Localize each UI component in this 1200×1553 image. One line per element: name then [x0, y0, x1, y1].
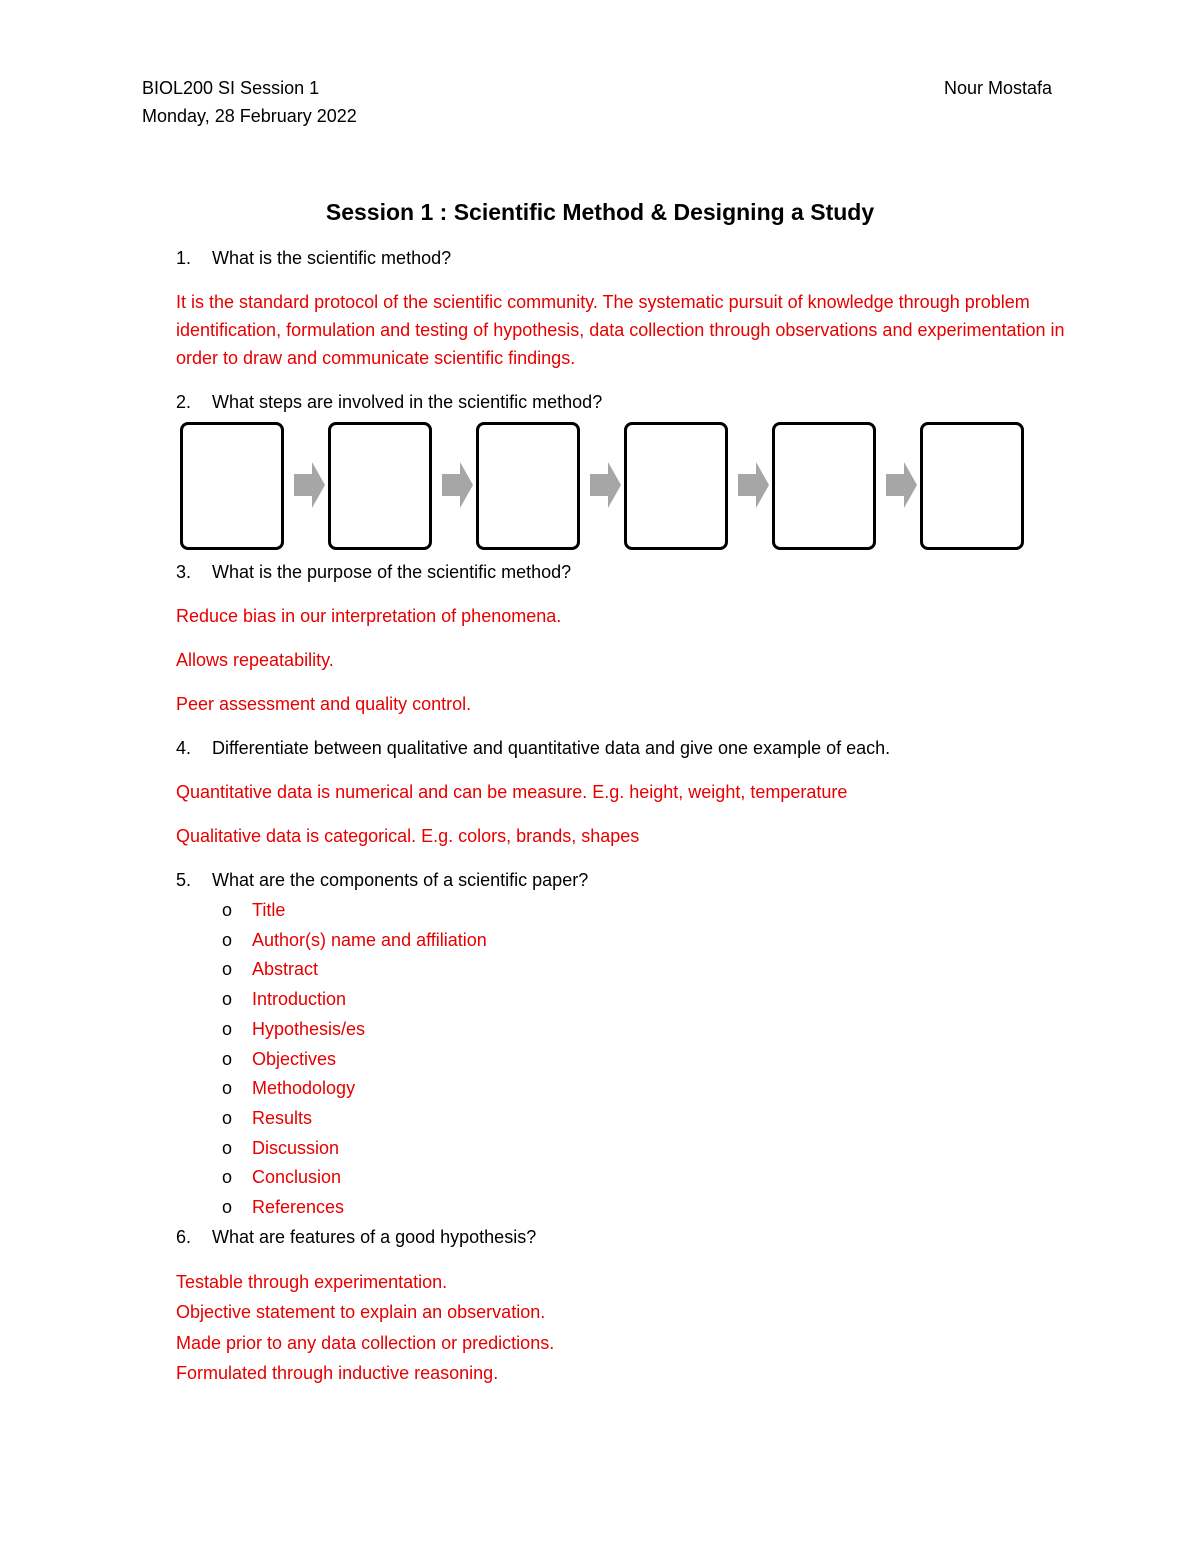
answer-6-3: Made prior to any data collection or predictions.: [176, 1332, 555, 1353]
question-text: What are features of a good hypothesis?: [212, 1226, 537, 1247]
arrow-right-icon: [738, 460, 770, 510]
list-item: o Methodology: [222, 1074, 1076, 1104]
answer-4-2: Qualitative data is categorical. E.g. colors, brands, shapes: [176, 826, 640, 846]
question-text: What are the components of a scientific paper?: [212, 870, 589, 890]
step-box[interactable]: [772, 422, 876, 550]
page-title: Session 1 : Scientific Method & Designing a Study: [325, 199, 875, 225]
arrow-right-icon: [590, 460, 622, 510]
step-box[interactable]: [624, 422, 728, 550]
arrow-right-icon: [294, 460, 326, 510]
question-number: 6.: [176, 1226, 192, 1247]
list-item: o Results: [222, 1104, 1076, 1134]
answer-1: It is the standard protocol of the scientific community. The systematic pursuit of knowledge through problem identification, formulation and testing of hypothesis, data collection through observations and experimentation in order to draw and communicate scientific findings.: [176, 292, 1065, 368]
question-6: [176, 1223, 1076, 1251]
step-box[interactable]: [180, 422, 284, 550]
bullet-icon: o: [222, 929, 233, 950]
bullet-icon: o: [222, 1048, 233, 1069]
question-text: Differentiate between qualitative and quantitative data and give one example of each.: [212, 738, 891, 758]
bullet-icon: o: [222, 1018, 233, 1039]
answer-6-1: Testable through experimentation.: [176, 1271, 448, 1292]
author-label: Nour Mostafa: [943, 78, 1052, 98]
components-list: [176, 896, 1076, 1223]
question-2: [176, 388, 1076, 416]
step-box[interactable]: [920, 422, 1024, 550]
question-number: 5.: [176, 870, 192, 890]
question-number: 4.: [176, 738, 192, 758]
steps-flowchart: [180, 422, 1076, 558]
bullet-icon: o: [222, 1078, 233, 1099]
bullet-icon: o: [222, 900, 233, 920]
bullet-icon: o: [222, 989, 233, 1010]
date-label: Monday, 28 February 2022: [142, 106, 357, 126]
bullet-icon: o: [222, 1197, 233, 1218]
question-4: [176, 734, 1076, 762]
question-number: 2.: [176, 392, 192, 412]
answer-3-3: Peer assessment and quality control.: [176, 694, 472, 714]
arrow-right-icon: [886, 460, 918, 510]
list-item: o Conclusion: [222, 1163, 1076, 1193]
list-item: o Introduction: [222, 985, 1076, 1015]
question-3: [176, 558, 1076, 586]
list-item: o Author(s) name and affiliation: [222, 926, 1076, 956]
list-item: o Discussion: [222, 1134, 1076, 1164]
bullet-icon: o: [222, 1107, 233, 1128]
header-left: [142, 74, 357, 130]
list-item: o Hypothesis/es: [222, 1015, 1076, 1045]
bullet-icon: o: [222, 959, 233, 980]
question-text: What is the purpose of the scientific method?: [212, 562, 572, 582]
answer-6-4: Formulated through inductive reasoning.: [176, 1363, 499, 1384]
question-5: [176, 866, 1076, 894]
step-box[interactable]: [476, 422, 580, 550]
answer-3-2: Allows repeatability.: [176, 650, 334, 670]
question-number: 3.: [176, 562, 192, 582]
bullet-icon: o: [222, 1167, 233, 1188]
course-label: BIOL200 SI Session 1: [142, 78, 320, 98]
question-text: What is the scientific method?: [212, 248, 452, 268]
list-item: o Title: [222, 896, 1076, 926]
arrow-right-icon: [442, 460, 474, 510]
answer-3-1: Reduce bias in our interpretation of phenomena.: [176, 606, 562, 626]
list-item: o Objectives: [222, 1045, 1076, 1075]
list-item: o Abstract: [222, 955, 1076, 985]
document-body: [176, 244, 1076, 1389]
question-number: 1.: [176, 248, 192, 268]
step-box[interactable]: [328, 422, 432, 550]
list-item: o References: [222, 1193, 1076, 1223]
bullet-icon: o: [222, 1137, 233, 1158]
question-1: [176, 244, 1076, 272]
question-text: What steps are involved in the scientific method?: [212, 392, 603, 412]
answer-6-2: Objective statement to explain an observation.: [176, 1302, 546, 1323]
answer-4-1: Quantitative data is numerical and can be measure. E.g. height, weight, temperature: [176, 782, 848, 802]
